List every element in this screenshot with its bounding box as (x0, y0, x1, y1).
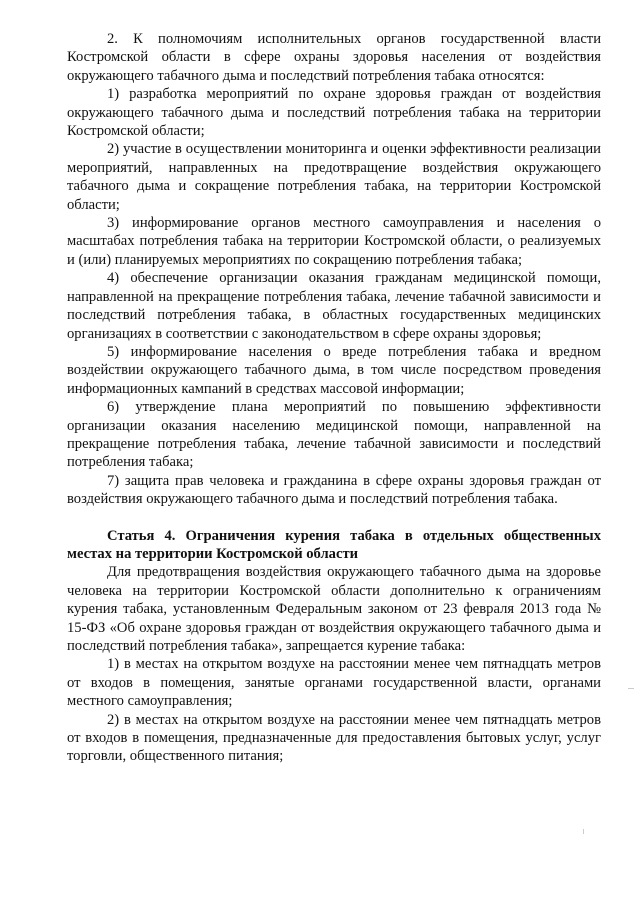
restriction-item-1: 1) в местах на открытом воздухе на расстоянии менее чем пятнадцать метров от входов в помещения, занятые органами государственной власти, органами местного самоуправления; (67, 656, 601, 710)
restriction-item-2: 2) в местах на открытом воздухе на расстоянии менее чем пятнадцать метров от входов в помещения, предназначенные для предоставления бытовых услуг, услуг торговли, общественного питания; (67, 711, 601, 765)
list-item-1: 1) разработка мероприятий по охране здоровья граждан от воздействия окружающего табачного дыма и последствий потребления табака на территории Костромской области; (67, 86, 601, 140)
scan-mark (628, 688, 634, 689)
paragraph-powers-intro: 2. К полномочиям исполнительных органов государственной власти Костромской области в сфере охраны здоровья населения от воздействия окружающего табачного дыма и последствий потребления табака относятся: (67, 31, 601, 84)
list-item-7: 7) защита прав человека и гражданина в сфере охраны здоровья граждан от воздействия окружающего табачного дыма и последствий потребления табака. (67, 472, 601, 508)
document-page (67, 30, 601, 766)
list-item-5: 5) информирование населения о вреде потребления табака и вредном воздействии окружающего табачного дыма, в том числе посредством проведения информационных кампаний в средствах массовой информации; (67, 343, 601, 397)
paragraph-article-4-intro: Для предотвращения воздействия окружающего табачного дыма на здоровье человека на территории Костромской области дополнительно к ограничениям курения табака, установленным Федеральным законом от 23 февраля 2013 года № 15-ФЗ «Об охране здоровья граждан от воздействия окружающего табачного дыма и последствий потребления табака», запрещается курение табака: (67, 564, 601, 654)
list-item-2: 2) участие в осуществлении мониторинга и оценки эффективности реализации мероприятий, направленных на предотвращение воздействия окружающего табачного дыма и сокращение потребления табака, на территории Костромской области; (67, 141, 601, 213)
scan-mark (583, 829, 584, 834)
list-item-4: 4) обеспечение организации оказания гражданам медицинской помощи, направленной на прекращение потребления табака, лечение табачной зависимости и последствий потребления табака, в областных государственных медицинских организациях в соответствии с законодательством в сфере охраны здоровья; (67, 270, 601, 342)
list-item-3: 3) информирование органов местного самоуправления и населения о масштабах потребления табака на территории Костромской области, о реализуемых и (или) планируемых мероприятиях по сокращению потребления табака; (67, 215, 601, 268)
article-4-heading: Статья 4. Ограничения курения табака в отдельных общественных местах на территории Костромской области (67, 527, 601, 562)
list-item-6: 6) утверждение плана мероприятий по повышению эффективности организации оказания населению медицинской помощи, направленной на прекращение потребления табака, лечение табачной зависимости и последствий потребления табака; (67, 399, 601, 471)
